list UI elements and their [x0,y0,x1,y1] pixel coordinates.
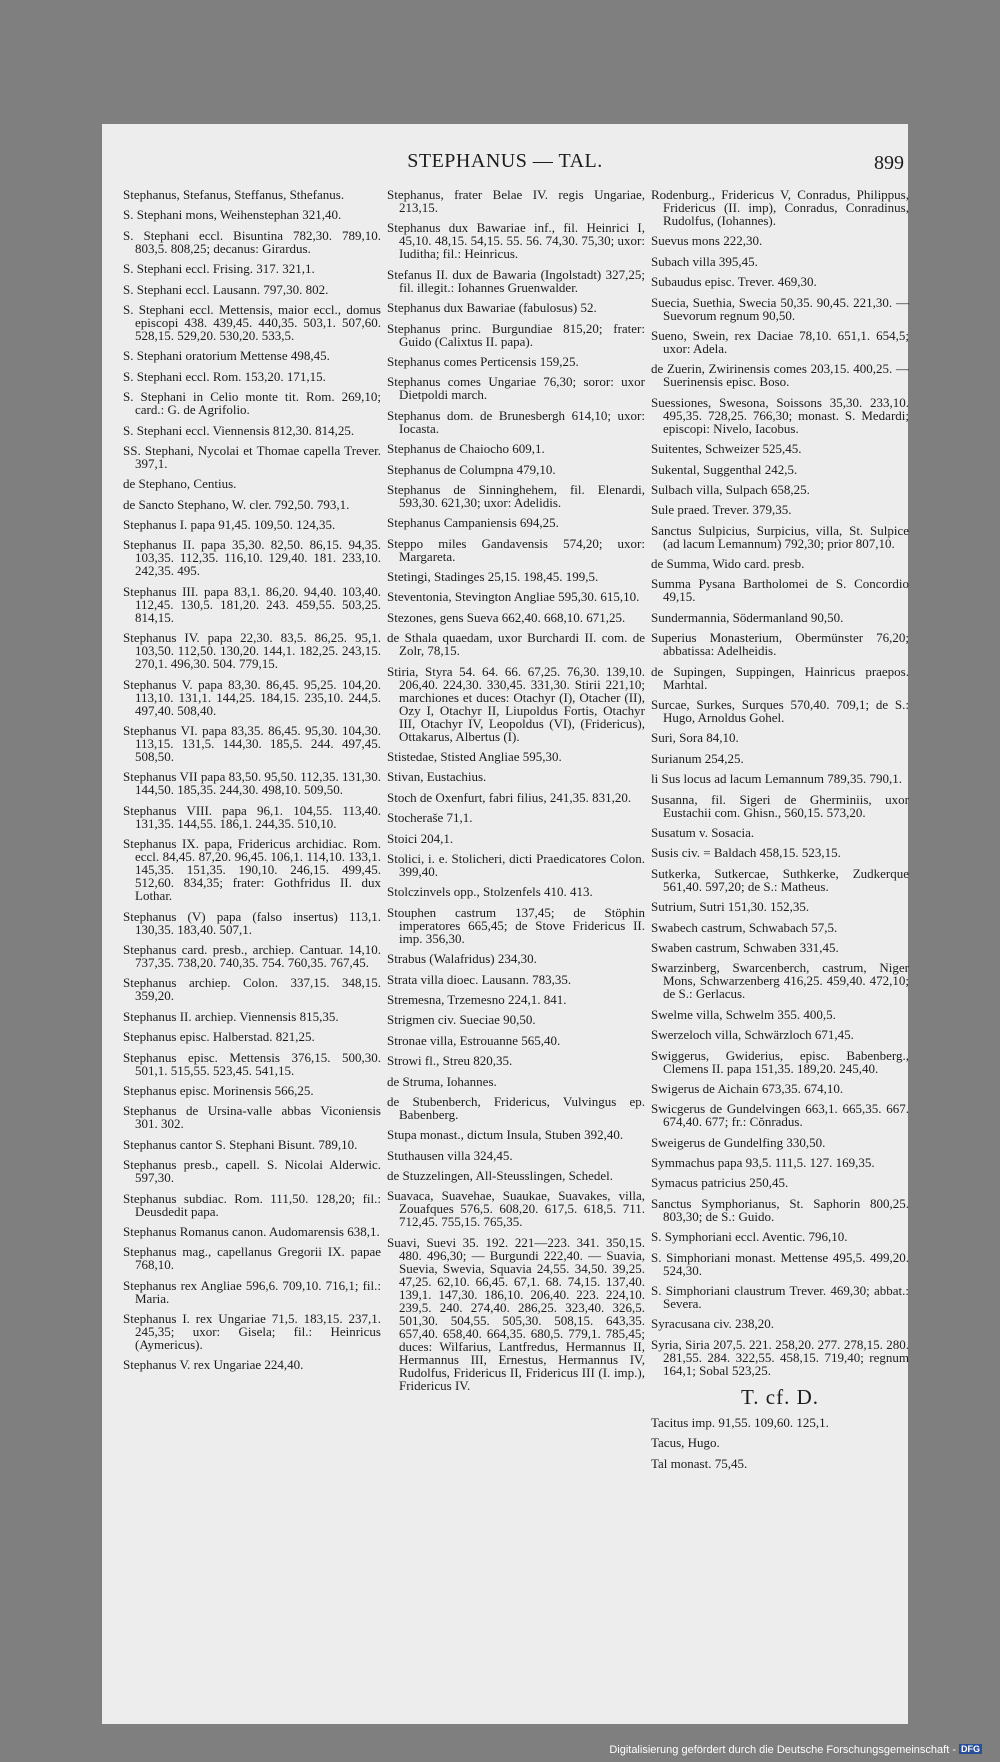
index-entry: Stistedae, Stisted Angliae 595,30. [387,749,562,765]
index-entry: S. Stephani in Celio monte tit. Rom. 269,10; card.: G. de Agrifolio. [123,389,381,418]
credit-text: Digitalisierung gefördert durch die Deutsche Forschungsgemeinschaft - [609,1744,956,1756]
index-entry: Sule praed. Trever. 379,35. [651,502,792,518]
index-entry: Stephanus de Ursina-valle abbas Viconiensis 301. 302. [123,1103,381,1132]
index-entry: Stephanus Romanus canon. Audomarensis 638,1. [123,1223,380,1239]
index-entry: Sanctus Symphorianus, St. Saphorin 800,25. 803,30; de S.: Guido. [651,1195,909,1224]
index-entry: SS. Stephani, Nycolai et Thomae capella Trever. 397,1. [123,442,381,471]
index-entry: Suecia, Suethia, Swecia 50,35. 90,45. 221,30. — Suevorum regnum 90,50. [651,294,909,323]
index-entry: Stoici 204,1. [387,830,454,846]
index-entry: Suessiones, Swesona, Soissons 35,30. 233,10. 495,35. 728,25. 766,30; monast. S. Medardi; episcopi: Nivelo, Iacobus. [651,394,909,436]
index-entry: Stocheraše 71,1. [387,810,473,826]
index-entry: Subach villa 395,45. [651,253,758,269]
index-entry: S. Simphoriani monast. Mettense 495,5. 499,20. 524,30. [651,1249,909,1278]
index-entry: S. Stephani eccl. Frising. 317. 321,1. [123,261,315,277]
index-entry: Tacus, Hugo. [651,1435,720,1451]
index-entry: Swiggerus, Gwiderius, episc. Babenberg., Clemens II. papa 151,35. 189,20. 245,40. [651,1047,909,1076]
index-entry: Stephanus episc. Mettensis 376,15. 500,30. 501,1. 515,55. 523,45. 541,15. [123,1049,381,1078]
index-entry: Surcae, Surkes, Surques 570,40. 709,1; de S.: Hugo, Arnoldus Gohel. [651,697,909,726]
index-entry: Strigmen civ. Sueciae 90,50. [387,1012,536,1028]
index-entry: Stiria, Styra 54. 64. 66. 67,25. 76,30. 139,10. 206,40. 224,30. 330,45. 331,30. Stirii 221,10; marchiones et duces: Otachyr (I), Otacher (II), Ozy I, Otachyr II, Liupoldus Fortis, Otachyr III, Otachyr IV, Leopoldus (VI), (Fridericus), Ottakarus, Albertus (I). [387,663,645,744]
page-header [102,150,908,180]
index-entry: Stouphen castrum 137,45; de Stöphin imperatores 665,45; de Stove Fridericus II. imp. 356,30. [387,904,645,946]
index-entry: Stephanus, Stefanus, Steffanus, Sthefanus. [123,187,345,202]
index-entry: S. Stephani oratorium Mettense 498,45. [123,348,330,364]
index-column-2 [387,188,645,1399]
index-entry: Stephanus rex Angliae 596,6. 709,10. 716,1; fil.: Maria. [123,1277,381,1306]
index-column-3 [651,188,909,1477]
digitization-credit [609,1744,982,1756]
index-entry: Stephanus V. rex Ungariae 224,40. [123,1357,304,1373]
section-heading: T. cf. D. [741,1384,819,1409]
index-page [102,124,908,1724]
index-entry: Syria, Siria 207,5. 221. 258,20. 277. 278,15. 280. 281,55. 284. 322,55. 458,15. 719,40; regnum 164,1; Sobal 523,25. [651,1336,909,1378]
section-t-entries [651,1416,909,1470]
column-3-entries [651,188,909,1377]
index-entry: Susatum v. Sosacia. [651,824,755,840]
index-entry: Stephanus I. papa 91,45. 109,50. 124,35. [123,517,336,533]
index-entry: S. Simphoriani claustrum Trever. 469,30; abbat.: Severa. [651,1283,909,1312]
index-entry: Stephanus VII papa 83,50. 95,50. 112,35. 131,30. 144,50. 185,35. 244,30. 498,10. 509,50. [123,769,381,798]
index-entry: Superius Monasterium, Obermünster 76,20; abbatissa: Adelheidis. [651,630,909,659]
index-entry: Stremesna, Trzemesno 224,1. 841. [387,991,567,1007]
index-entry: Stephanus de Columpna 479,10. [387,461,556,477]
index-entry: Suavaca, Suavehae, Suaukae, Suavakes, villa, Zouafques 576,5. 608,20. 617,5. 618,5. 711. 712,45. 755,15. 765,35. [387,1188,645,1230]
index-entry: Stephanus episc. Halberstad. 821,25. [123,1029,315,1045]
index-entry: Stoch de Oxenfurt, fabri filius, 241,35. 831,20. [387,789,632,805]
index-entry: Sueno, Swein, rex Daciae 78,10. 651,1. 654,5; uxor: Adela. [651,327,909,356]
index-entry: S. Stephani eccl. Bisuntina 782,30. 789,10. 803,5. 808,25; decanus: Girardus. [123,227,381,256]
index-entry: Stephanus archiep. Colon. 337,15. 348,15. 359,20. [123,975,381,1004]
index-entry: Subaudus episc. Trever. 469,30. [651,274,817,290]
index-entry: Stephanus comes Ungariae 76,30; soror: uxor Dietpoldi march. [387,374,645,403]
index-entry: Surianum 254,25. [651,750,744,766]
index-entry: Susanna, fil. Sigeri de Gherminiis, uxor Eustachii com. Ghisn., 560,15. 573,20. [651,791,909,820]
index-entry: Sulbach villa, Sulpach 658,25. [651,481,810,497]
index-entry: Sukental, Suggenthal 242,5. [651,461,798,477]
index-entry: de Sthala quaedam, uxor Burchardi II. com. de Zolr, 78,15. [387,630,645,659]
index-entry: Swabech castrum, Schwabach 57,5. [651,919,838,935]
index-entry: Stephanus Campaniensis 694,25. [387,515,559,531]
index-entry: Stolici, i. e. Stolicheri, dicti Praedicatores Colon. 399,40. [387,850,645,879]
index-entry: de Stuzzelingen, All-Steusslingen, Schedel. [387,1168,614,1184]
index-entry: Suevus mons 222,30. [651,233,763,249]
index-entry: Stephanus dux Bawariae inf., fil. Heinrici I, 45,10. 48,15. 54,15. 55. 56. 74,30. 75,30; uxor: Iuditha; fil.: Heinricus. [387,220,645,262]
index-entry: S. Symphoriani eccl. Aventic. 796,10. [651,1229,848,1245]
index-entry: S. Stephani mons, Weihenstephan 321,40. [123,207,342,223]
index-entry: de Supingen, Suppingen, Hainricus praepos. Marhtal. [651,663,909,692]
index-entry: Symmachus papa 93,5. 111,5. 127. 169,35. [651,1155,875,1171]
index-entry: Stivan, Eustachius. [387,769,487,785]
index-entry: Stephanus episc. Morinensis 566,25. [123,1082,314,1098]
index-entry: Stronae villa, Estrouanne 565,40. [387,1032,561,1048]
index-entry: Suavi, Suevi 35. 192. 221—223. 341. 350,15. 480. 496,30; — Burgundi 222,40. — Suavia, Suevia, Swevia, Squavia 24,55. 34,50. 39,25. 47,25. 62,10. 66,45. 67,1. 68. 74,15. 137,40. 139,1. 147,30. 186,10. 206,40. 223. 224,10. 239,5. 240. 274,40. 286,25. 323,40. 326,5. 501,30. 504,55. 505,30. 508,15. 643,35. 657,40. 658,40. 664,35. 680,5. 779,1. 785,45; duces: Wilfarius, Lantfredus, Hermannus II, Hermannus III, Ernestus, Hermannus IV, Rudolfus, Fridericus II, Fridericus III (I. imp.), Fridericus IV. [387,1234,645,1393]
index-entry: de Summa, Wido card. presb. [651,556,805,572]
index-entry: Swicgerus de Gundelvingen 663,1. 665,35. 667. 674,40. 677; fr.: Cŏnradus. [651,1101,909,1130]
index-entry: Stephanus IX. papa, Fridericus archidiac. Rom. eccl. 84,45. 87,20. 96,45. 106,1. 114,10. 133,1. 145,35. 151,35. 190,10. 246,15. 499,45. 512,60. 834,35; frater: Gothfridus II. dux Lothar. [123,836,381,904]
index-entry: de Struma, Iohannes. [387,1073,497,1089]
index-entry: Stephanus mag., capellanus Gregorii IX. papae 768,10. [123,1244,381,1273]
index-entry: Stupa monast., dictum Insula, Stuben 392,40. [387,1127,624,1143]
index-entry: Stephanus IV. papa 22,30. 83,5. 86,25. 95,1. 103,50. 112,50. 130,20. 144,1. 182,25. 243,15. 270,1. 496,30. 504. 779,15. [123,630,381,672]
index-entry: Stezones, gens Sueva 662,40. 668,10. 671,25. [387,609,626,625]
page-number: 899 [874,152,904,174]
index-entry: S. Stephani eccl. Rom. 153,20. 171,15. [123,368,326,384]
index-entry: Susis civ. = Baldach 458,15. 523,15. [651,845,841,861]
index-entry: Stephanus de Sinninghehem, fil. Elenardi, 593,30. 621,30; uxor: Adelidis. [387,481,645,510]
index-entry: S. Stephani eccl. Lausann. 797,30. 802. [123,281,329,297]
index-entry: Sanctus Sulpicius, Surpicius, villa, St. Sulpice (ad lacum Lemannum) 792,30; prior 807,10. [651,522,909,551]
index-entry: Stephanus de Chaiocho 609,1. [387,441,545,457]
index-entry: Symacus patricius 250,45. [651,1175,789,1191]
index-entry: li Sus locus ad lacum Lemannum 789,35. 790,1. [651,771,902,787]
index-entry: Summa Pysana Bartholomei de S. Concordio 49,15. [651,576,909,605]
index-entry: Strowi fl., Streu 820,35. [387,1053,513,1069]
index-entry: Stephanus II. papa 35,30. 82,50. 86,15. 94,35. 103,35. 112,35. 116,10. 129,40. 181. 233,10. 242,35. 495. [123,537,381,579]
index-entry: Tacitus imp. 91,55. 109,60. 125,1. [651,1414,829,1430]
index-entry: Stephanus, frater Belae IV. regis Ungariae, 213,15. [387,187,645,215]
index-entry: Stephanus V. papa 83,30. 86,45. 95,25. 104,20. 113,10. 131,1. 144,25. 184,15. 235,10. 244,5. 497,40. 508,40. [123,676,381,718]
index-entry: de Sancto Stephano, W. cler. 792,50. 793,1. [123,496,350,512]
index-entry: Stephanus comes Perticensis 159,25. [387,353,579,369]
index-entry: Stephanus III. papa 83,1. 86,20. 94,40. 103,40. 112,45. 130,5. 181,20. 243. 459,55. 503,25. 814,15. [123,583,381,625]
index-entry: Sweigerus de Gundelfing 330,50. [651,1134,826,1150]
index-entry: Strabus (Walafridus) 234,30. [387,951,537,967]
index-entry: Swelme villa, Schwelm 355. 400,5. [651,1006,836,1022]
index-entry: Suri, Sora 84,10. [651,730,739,746]
index-entry: Stephanus presb., capell. S. Nicolai Alderwic. 597,30. [123,1157,381,1186]
index-entry: Suitentes, Schweizer 525,45. [651,441,802,457]
index-entry: Stefanus II. dux de Bawaria (Ingolstadt) 327,25; fil. illegit.: Iohannes Gruenwalder. [387,266,645,295]
index-entry: Stephanus II. archiep. Viennensis 815,35. [123,1008,339,1024]
index-entry: Stephanus VIII. papa 96,1. 104,55. 113,40. 131,35. 144,55. 186,1. 244,35. 510,10. [123,802,381,831]
index-entry: de Zuerin, Zwirinensis comes 203,15. 400,25. — Suerinensis episc. Boso. [651,361,909,390]
index-column-1 [123,188,381,1379]
index-entry: Stephanus card. presb., archiep. Cantuar. 14,10. 737,35. 738,20. 740,35. 754. 760,35. 767,45. [123,941,381,970]
index-entry: Stephanus dom. de Brunesbergh 614,10; uxor: Iocasta. [387,407,645,436]
index-entry: Swerzeloch villa, Schwärzloch 671,45. [651,1027,854,1043]
index-entry: Steppo miles Gandavensis 574,20; uxor: Margareta. [387,535,645,564]
index-entry: Stetingi, Stadinges 25,15. 198,45. 199,5. [387,569,599,585]
running-title: STEPHANUS — TAL. [407,150,603,172]
index-entry: Syracusana civ. 238,20. [651,1316,774,1332]
index-entry: de Stubenberch, Fridericus, Vulvingus ep. Babenberg. [387,1093,645,1122]
index-entry: Swarzinberg, Swarcenberch, castrum, Niger Mons, Schwarzenberg 416,25. 459,40. 472,10; de S.: Gerlacus. [651,960,909,1002]
index-entry: Stephanus subdiac. Rom. 111,50. 128,20; fil.: Deusdedit papa. [123,1190,381,1219]
index-entry: de Stephano, Centius. [123,476,237,492]
index-entry: Stuthausen villa 324,45. [387,1147,513,1163]
index-entry: Stephanus I. rex Ungariae 71,5. 183,15. 237,1. 245,35; uxor: Gisela; fil.: Heinricus (Aymericus). [123,1311,381,1353]
index-entry: Swigerus de Aichain 673,35. 674,10. [651,1080,844,1096]
index-entry: Rodenburg., Fridericus V, Conradus, Philippus, Fridericus (II. imp), Conradus, Conradinus, Rudolfus, (Iohannes). [651,187,909,228]
index-entry: Stephanus cantor S. Stephani Bisunt. 789,10. [123,1136,358,1152]
index-entry: Stephanus dux Bawariae (fabulosus) 52. [387,300,597,316]
index-entry: Sutrium, Sutri 151,30. 152,35. [651,899,810,915]
index-entry: Strata villa dioec. Lausann. 783,35. [387,971,572,987]
index-entry: Stephanus (V) papa (falso insertus) 113,1. 130,35. 183,40. 507,1. [123,908,381,937]
index-entry: Sundermannia, Södermanland 90,50. [651,609,844,625]
index-entry: Swaben castrum, Schwaben 331,45. [651,939,839,955]
index-entry: S. Stephani eccl. Mettensis, maior eccl., domus episcopi 438. 439,45. 440,35. 503,1. 507,60. 528,15. 529,20. 530,20. 533,5. [123,301,381,343]
index-entry: Tal monast. 75,45. [651,1455,748,1471]
index-entry: Stolczinvels opp., Stolzenfels 410. 413. [387,884,593,900]
index-entry: Steventonia, Stevington Angliae 595,30. 615,10. [387,589,640,605]
index-entry: Stephanus princ. Burgundiae 815,20; frater: Guido (Calixtus II. papa). [387,320,645,349]
index-entry: Sutkerka, Sutkercae, Suthkerke, Zudkerque 561,40. 597,20; de S.: Matheus. [651,865,909,894]
index-entry: S. Stephani eccl. Viennensis 812,30. 814,25. [123,422,355,438]
index-entry: Stephanus VI. papa 83,35. 86,45. 95,30. 104,30. 113,15. 131,5. 144,30. 185,5. 244. 497,45. 508,50. [123,723,381,765]
dfg-logo: DFG [961,1744,980,1754]
